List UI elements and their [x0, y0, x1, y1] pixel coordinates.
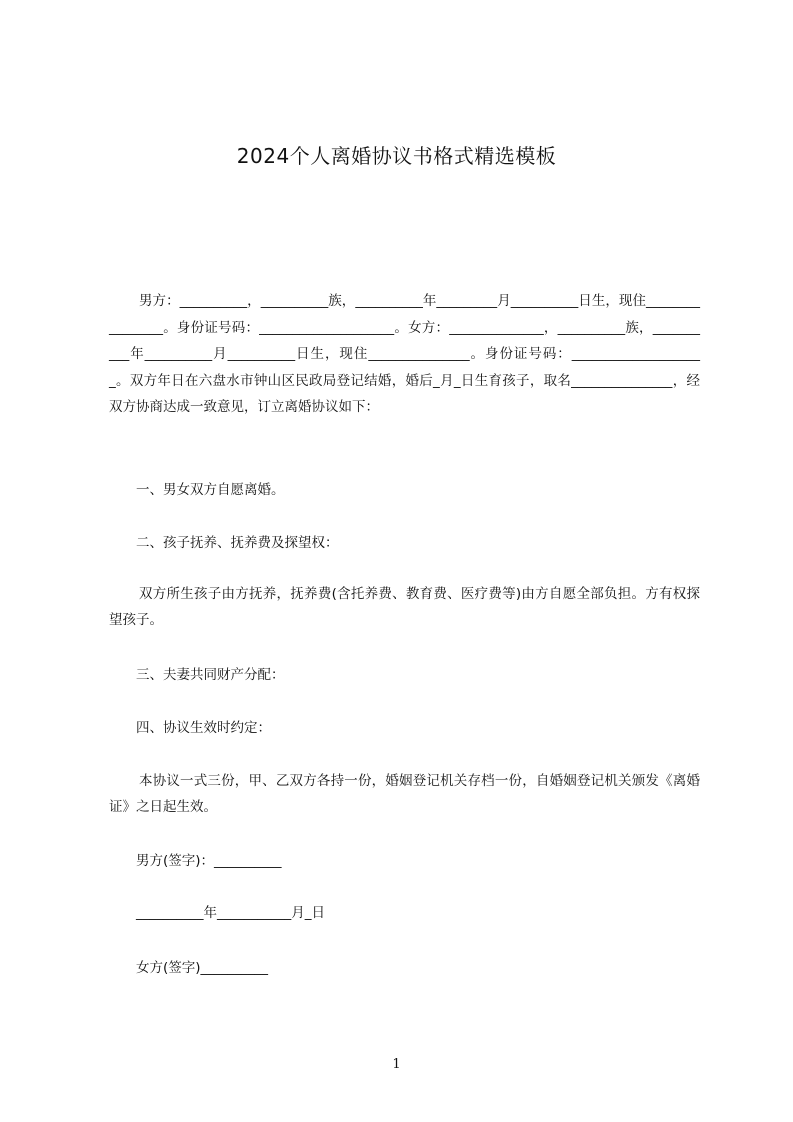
intro-paragraph: 男方：__________，__________族，__________年_________月__________日生，现住________________。身份证号码：____________________。女方：______________，__________族，__________年__________月__________日生，现住_______________。身份证号码：____________________。双方年日在六盘水市钟山区民政局登记结婚，婚后_月_日生育孩子，取名_______________，经双方协商达成一致意见，订立离婚协议如下： — [109, 293, 700, 416]
document-title: 2024个人离婚协议书格式精选模板 — [236, 144, 557, 168]
section-2-heading: 二、孩子抚养、抚养费及探望权： — [136, 535, 339, 551]
female-signature-line: 女方(签字)__________ — [136, 960, 269, 976]
section-4-heading: 四、协议生效时约定： — [136, 720, 271, 736]
male-signature-line: 男方(签字)：__________ — [136, 853, 282, 869]
section-1-heading: 一、男女双方自愿离婚。 — [136, 482, 285, 498]
section-2-body: 双方所生孩子由方抚养，抚养费(含托养费、教育费、医疗费等)由方自愿全部负担。方有权探望孩子。 — [109, 586, 700, 628]
section-3-heading: 三、夫妻共同财产分配： — [136, 667, 285, 683]
page-number: 1 — [392, 1057, 401, 1072]
signature-date-line: __________年___________月_日 — [136, 905, 325, 921]
section-4-body: 本协议一式三份，甲、乙双方各持一份，婚姻登记机关存档一份，自婚姻登记机关颁发《离婚证》之日起生效。 — [109, 773, 700, 815]
